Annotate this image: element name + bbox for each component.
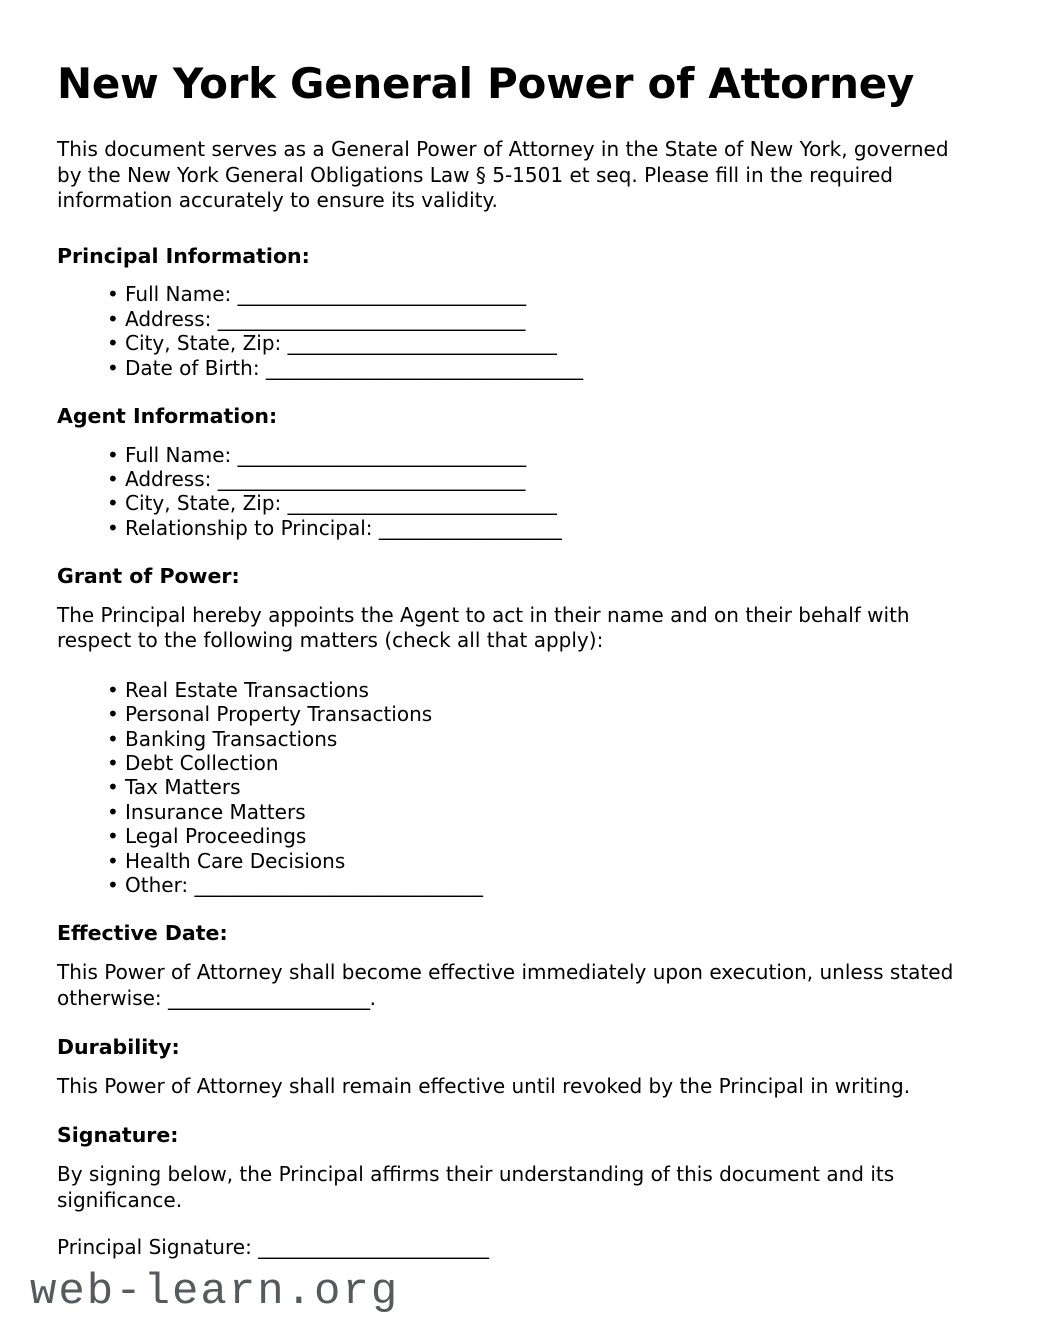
list-item[interactable] xyxy=(107,800,965,824)
durability-paragraph: This Power of Attorney shall remain effective until revoked by the Principal in writing. xyxy=(57,1073,911,1098)
field-label: City, State, Zip: xyxy=(125,331,282,356)
intro-paragraph: This document serves as a General Power of Attorney in the State of New York, governed by the New York General Obligations Law § 5-1501 et seq. Please fill in the required information accurately to ensure its validity. xyxy=(57,137,949,213)
grant-of-power-heading: Grant of Power: xyxy=(57,564,240,589)
field-label: Address: xyxy=(125,306,212,331)
principal-information-list xyxy=(57,282,965,380)
field-label: Date of Birth: xyxy=(125,355,260,380)
list-item xyxy=(107,443,965,467)
effective-date-text: This Power of Attorney shall become effective immediately upon execution, unless stated otherwise: xyxy=(57,960,954,1010)
power-label: Personal Property Transactions xyxy=(125,702,433,727)
list-item xyxy=(107,282,965,306)
list-item xyxy=(107,331,965,355)
signature-heading: Signature: xyxy=(57,1123,179,1148)
grant-of-power-paragraph: The Principal hereby appoints the Agent to act in their name and on their behalf with respect to the following matters (check all that apply): xyxy=(57,602,910,653)
power-label: Legal Proceedings xyxy=(125,824,307,849)
list-item xyxy=(107,491,965,515)
field-label: Full Name: xyxy=(125,282,232,307)
power-label: Other: xyxy=(125,873,189,898)
agent-information-list xyxy=(57,443,965,541)
principal-information-heading: Principal Information: xyxy=(57,243,310,268)
signature-paragraph: By signing below, the Principal affirms their understanding of this document and its significance. xyxy=(57,1161,895,1212)
watermark: web-learn.org xyxy=(30,1267,400,1317)
power-label: Banking Transactions xyxy=(125,726,338,751)
effective-date-period: . xyxy=(369,985,376,1010)
principal-signature-label: Principal Signature: xyxy=(57,1235,259,1260)
fill-in-blank[interactable]: ______________________________ xyxy=(237,442,526,467)
fill-in-blank[interactable]: ________________________________ xyxy=(217,306,525,331)
list-item[interactable] xyxy=(107,751,965,775)
list-item xyxy=(107,307,965,331)
list-item[interactable] xyxy=(107,727,965,751)
power-label: Real Estate Transactions xyxy=(125,677,369,702)
powers-list xyxy=(57,678,965,898)
effective-date-heading: Effective Date: xyxy=(57,921,228,946)
list-item xyxy=(107,467,965,491)
effective-date-paragraph xyxy=(57,960,965,1011)
field-label: Address: xyxy=(125,466,212,491)
power-label: Health Care Decisions xyxy=(125,848,346,873)
list-item[interactable] xyxy=(107,849,965,873)
durability-heading: Durability: xyxy=(57,1035,180,1060)
list-item[interactable] xyxy=(107,702,965,726)
field-label: Relationship to Principal: xyxy=(125,515,373,540)
fill-in-blank[interactable]: ___________________ xyxy=(378,515,562,540)
power-label: Debt Collection xyxy=(125,751,279,776)
fill-in-blank[interactable]: ____________________________ xyxy=(287,331,557,356)
field-label: Full Name: xyxy=(125,442,232,467)
fill-in-blank[interactable]: _________________________________ xyxy=(265,355,583,380)
list-item[interactable] xyxy=(107,873,965,897)
agent-information-heading: Agent Information: xyxy=(57,403,278,428)
power-label: Insurance Matters xyxy=(125,799,306,824)
list-item xyxy=(107,516,965,540)
principal-signature-line xyxy=(57,1235,965,1259)
fill-in-blank[interactable]: ____________________________ xyxy=(287,491,557,516)
fill-in-blank[interactable]: _____________________ xyxy=(168,985,370,1010)
fill-in-blank[interactable]: ________________________________ xyxy=(217,466,525,491)
list-item[interactable] xyxy=(107,678,965,702)
fill-in-blank[interactable]: ______________________________ xyxy=(237,282,526,307)
fill-in-blank[interactable]: ________________________ xyxy=(258,1235,489,1260)
list-item xyxy=(107,356,965,380)
list-item[interactable] xyxy=(107,824,965,848)
fill-in-blank[interactable]: ______________________________ xyxy=(194,873,483,898)
power-label: Tax Matters xyxy=(125,775,241,800)
list-item[interactable] xyxy=(107,775,965,799)
page-title: New York General Power of Attorney xyxy=(57,59,914,108)
field-label: City, State, Zip: xyxy=(125,491,282,516)
